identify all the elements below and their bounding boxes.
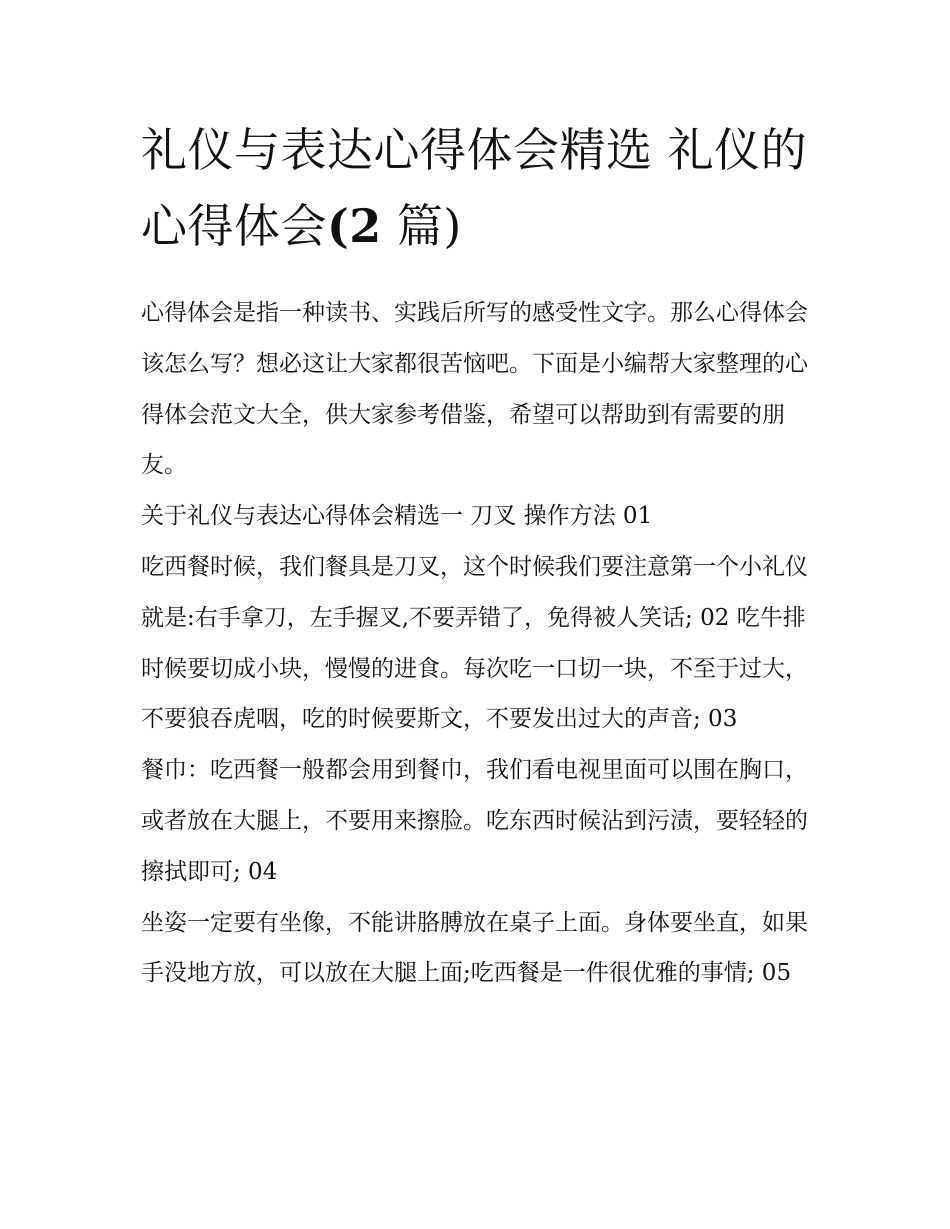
document-page <box>141 112 813 999</box>
intro-paragraph: 心得体会是指一种读书、实践后所写的感受性文字。那么心得体会该怎么写？想必这让大家都很苦恼吧。下面是小编帮大家整理的心得体会范文大全，供大家参考借鉴，希望可以帮助到有需要的朋友。 <box>141 300 808 479</box>
title-suffix: 篇) <box>381 199 462 253</box>
title-count: (2 <box>327 199 382 253</box>
body-paragraph-cutlery: 吃西餐时候，我们餐具是刀叉，这个时候我们要注意第一个小礼仪就是:右手拿刀，左手握叉,不要弄错了，免得被人笑话; 02 吃牛排时候要切成小块，慢慢的进食。每次吃一口切一块，不至于过大，不要狼吞虎咽，吃的时候要斯文，不要发出过大的声音; 03 <box>141 553 808 733</box>
body-paragraph-napkin: 餐巾：吃西餐一般都会用到餐巾，我们看电视里面可以围在胸口，或者放在大腿上，不要用来擦脸。吃东西时候沾到污渍，要轻轻的擦拭即可; 04 <box>141 757 808 885</box>
section-heading: 关于礼仪与表达心得体会精选一 刀叉 操作方法 01 <box>141 503 653 530</box>
body-paragraph-posture: 坐姿一定要有坐像，不能讲胳膊放在桌子上面。身体要坐直，如果手没地方放，可以放在大腿上面;吃西餐是一件很优雅的事情; 05 <box>141 909 808 987</box>
document-title <box>141 112 813 264</box>
title-text: 礼仪与表达心得体会精选 礼仪的心得体会 <box>141 123 808 253</box>
